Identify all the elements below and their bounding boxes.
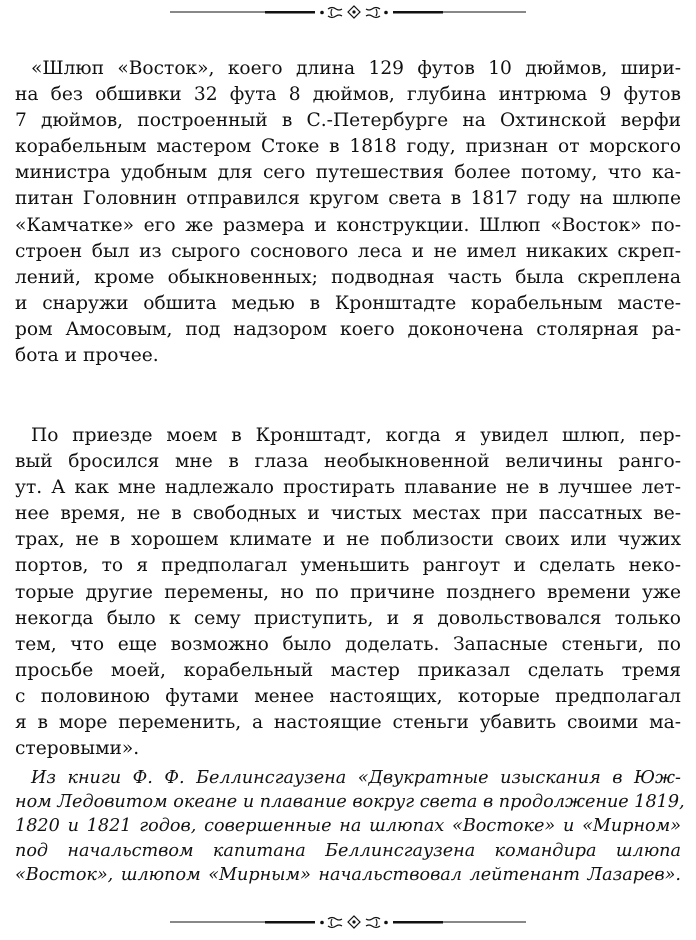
text-line: «Восток», шлюпом «Мирным» начальствовал лейтенант Лазарев». (15, 864, 681, 885)
text-line: 7 дюймов, построенный в С.-Петербурге на Охтинской верфи (15, 110, 681, 132)
text-line: 1820 и 1821 годов, совершенные на шлюпах «Востоке» и «Мирном» (15, 816, 681, 837)
text-line: портов, то я предполагал уменьшить рангоут и сделать неко- (15, 555, 681, 577)
text-line: ут. А как мне надлежало простирать плавание не в лучшее лет- (15, 477, 681, 499)
paragraph-ship-description (15, 56, 681, 369)
text-line: строен был из сырого соснового леса и не имел никаких скреп- (15, 240, 681, 262)
text-line: По приезде моем в Кронштадт, когда я увидел шлюп, пер- (31, 425, 681, 446)
text-line: питан Головнин отправился кругом света в 1817 году на шлюпе (15, 188, 681, 210)
text-line: я в море переменить, а настоящие стеньги убавить своими ма- (15, 712, 681, 734)
top-ornament-divider (170, 5, 526, 19)
text-line: вый бросился мне в глаза необыкновенной величины ранго- (15, 451, 681, 473)
ornament-icon (170, 915, 526, 929)
text-line: корабельным мастером Стоке в 1818 году, признан от морского (15, 136, 681, 158)
text-line: Из книги Ф. Ф. Беллинсгаузена «Двукратные изыскания в Юж- (31, 768, 681, 788)
bottom-ornament-divider (170, 915, 526, 929)
text-line: ном Ледовитом океане и плавание вокруг света в продолжение 1819, (15, 792, 685, 813)
text-line: торые другие перемены, но по причине позднего времени уже (15, 581, 681, 603)
text-line: нее время, не в свободных и чистых местах при пассатных ве- (15, 503, 681, 525)
source-citation (15, 766, 685, 887)
ornament-icon (170, 5, 526, 19)
text-line: стеровыми». (15, 738, 140, 760)
text-line: ром Амосовым, под надзором коего доконочена столярная ра- (15, 318, 681, 340)
text-line: министра удобным для сего путешествия более потому, что ка- (15, 162, 681, 184)
text-line: под начальством капитана Беллинсгаузена командира шлюпа (15, 840, 681, 861)
text-line: на без обшивки 32 фута 8 дюймов, глубина интрюма 9 футов (15, 84, 681, 106)
paragraph-kronstadt-arrival (15, 423, 681, 762)
text-line: и снаружи обшита медью в Кронштадте корабельным масте- (15, 292, 681, 314)
text-line: просьбе моей, корабельный мастер приказал сделать тремя (15, 659, 681, 681)
text-line: тем, что еще возможно было доделать. Запасные стеньги, по (15, 633, 681, 655)
text-line: «Шлюп «Восток», коего длина 129 футов 10 дюймов, шири- (31, 58, 681, 79)
text-line: некогда было к сему приступить, и я довольствовался только (15, 607, 681, 629)
text-line: лений, кроме обыкновенных; подводная часть была скреплена (15, 266, 681, 288)
text-line: трах, не в хорошем климате и не поблизости своих или чужих (15, 529, 681, 551)
text-line: «Камчатке» его же размера и конструкции. Шлюп «Восток» по- (15, 214, 681, 236)
text-line: с половиною футами менее настоящих, которые предполагал (15, 685, 681, 707)
text-line: бота и прочее. (15, 345, 159, 367)
